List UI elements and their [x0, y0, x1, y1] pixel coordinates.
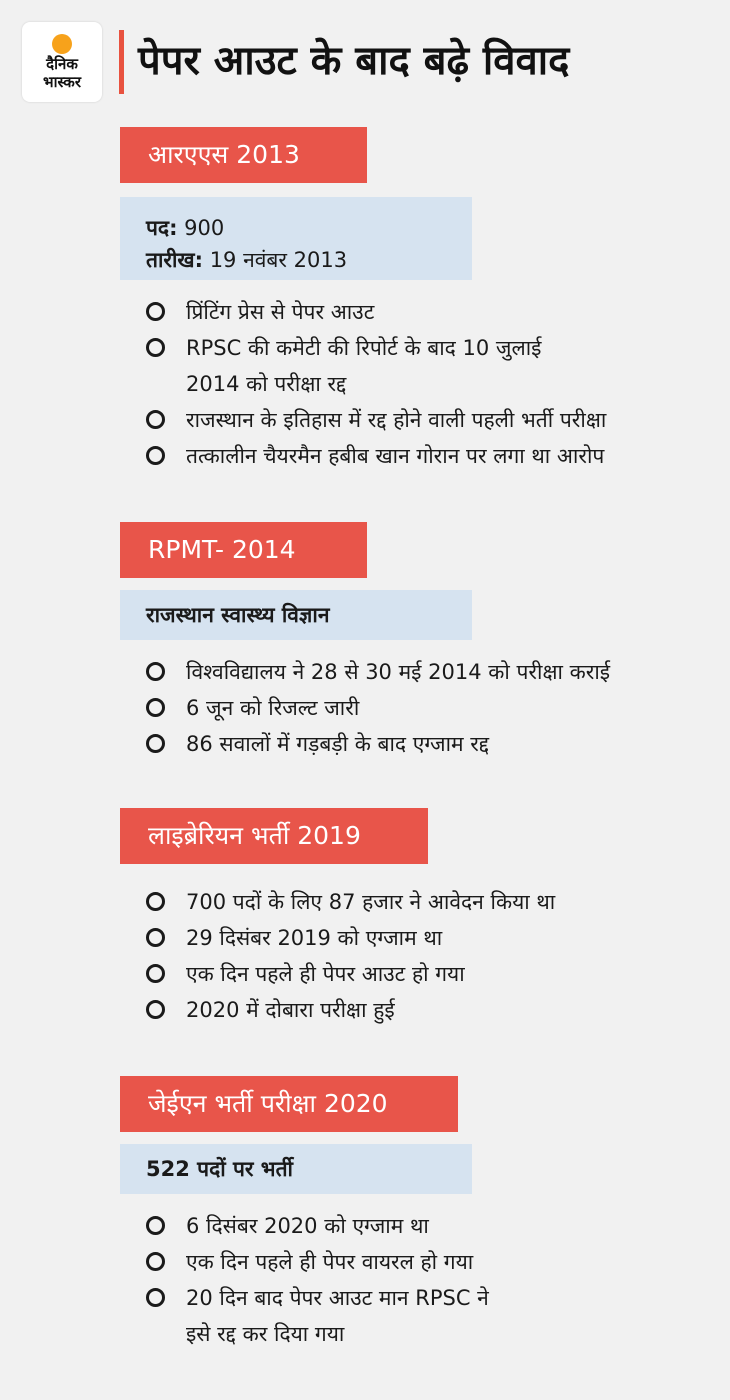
circle-bullet-icon: [146, 964, 165, 983]
circle-bullet-icon: [146, 338, 165, 357]
section-heading-librarian-2019: लाइब्रेरियन भर्ती 2019: [120, 808, 428, 864]
dainik-bhaskar-logo: [22, 22, 102, 102]
list-item: 6 दिसंबर 2020 को एग्जाम था: [146, 1208, 726, 1244]
list-item: प्रिंटिंग प्रेस से पेपर आउट: [146, 294, 726, 330]
list-item: 2020 में दोबारा परीक्षा हुई: [146, 992, 726, 1028]
info-value: 900: [177, 216, 225, 240]
circle-bullet-icon: [146, 302, 165, 321]
section-info-ras-2013: [120, 197, 472, 280]
circle-bullet-icon: [146, 662, 165, 681]
list-item: राजस्थान के इतिहास में रद्द होने वाली पहली भर्ती परीक्षा: [146, 402, 726, 438]
section-info-jen-2020: [120, 1144, 472, 1194]
info-row-date: [146, 241, 472, 279]
list-item: 20 दिन बाद पेपर आउट मान RPSC ने इसे रद्द कर दिया गया: [146, 1280, 726, 1352]
circle-bullet-icon: [146, 1000, 165, 1019]
section-points-rpmt-2014: [146, 654, 726, 762]
title-accent-bar: [119, 30, 124, 94]
circle-bullet-icon: [146, 1252, 165, 1271]
section-heading-jen-2020: जेईएन भर्ती परीक्षा 2020: [120, 1076, 458, 1132]
circle-bullet-icon: [146, 698, 165, 717]
circle-bullet-icon: [146, 892, 165, 911]
list-item: RPSC की कमेटी की रिपोर्ट के बाद 10 जुलाई 2014 को परीक्षा रद्द: [146, 330, 726, 402]
list-item: 6 जून को रिजल्ट जारी: [146, 690, 726, 726]
section-points-librarian-2019: [146, 884, 726, 1028]
circle-bullet-icon: [146, 410, 165, 429]
info-text: राजस्थान स्वास्थ्य विज्ञान: [146, 603, 330, 627]
circle-bullet-icon: [146, 1216, 165, 1235]
circle-bullet-icon: [146, 1288, 165, 1307]
list-item: विश्वविद्यालय ने 28 से 30 मई 2014 को परीक्षा कराई: [146, 654, 726, 690]
info-text: 522 पदों पर भर्ती: [146, 1157, 293, 1181]
section-points-jen-2020: [146, 1208, 726, 1352]
logo-line-1: दैनिक: [46, 55, 78, 73]
info-value: 19 नवंबर 2013: [203, 248, 348, 272]
list-item: तत्कालीन चैयरमैन हबीब खान गोरान पर लगा था आरोप: [146, 438, 726, 474]
list-item: एक दिन पहले ही पेपर वायरल हो गया: [146, 1244, 726, 1280]
section-heading-rpmt-2014: RPMT- 2014: [120, 522, 367, 578]
logo-line-2: भास्कर: [43, 73, 81, 91]
circle-bullet-icon: [146, 928, 165, 947]
list-item: 700 पदों के लिए 87 हजार ने आवेदन किया था: [146, 884, 726, 920]
list-item: एक दिन पहले ही पेपर आउट हो गया: [146, 956, 726, 992]
info-label: तारीख:: [146, 248, 204, 272]
section-points-ras-2013: [146, 294, 726, 474]
list-item: 29 दिसंबर 2019 को एग्जाम था: [146, 920, 726, 956]
page-title: पेपर आउट के बाद बढ़े विवाद: [138, 38, 570, 84]
sun-icon: [52, 34, 72, 54]
section-info-rpmt-2014: [120, 590, 472, 640]
section-heading-ras-2013: आरएएस 2013: [120, 127, 367, 183]
info-label: पद:: [146, 216, 178, 240]
circle-bullet-icon: [146, 446, 165, 465]
circle-bullet-icon: [146, 734, 165, 753]
list-item: 86 सवालों में गड़बड़ी के बाद एग्जाम रद्द: [146, 726, 726, 762]
